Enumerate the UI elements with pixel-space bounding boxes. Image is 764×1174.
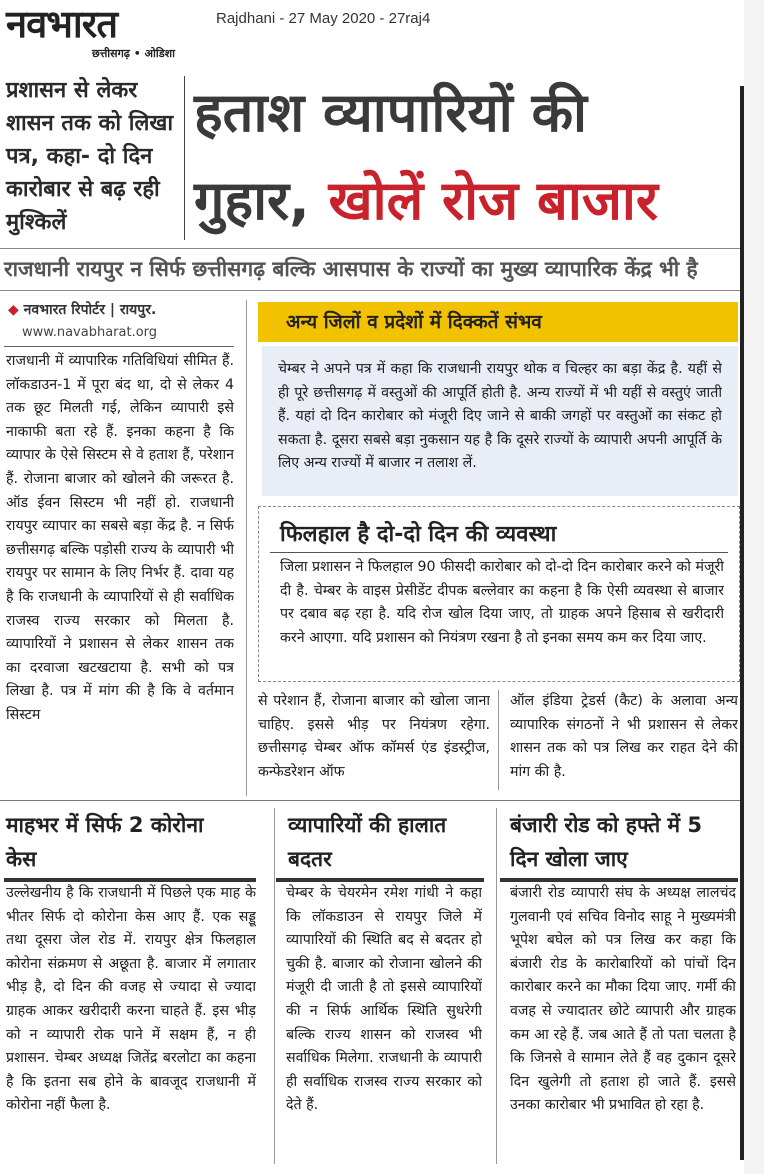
headline-rule	[0, 248, 740, 249]
box2-text: जिला प्रशासन ने फिलहाल 90 फीसदी कारोबार को दो-दो दिन कारोबार करने को मंजूरी दी है. चेम्बर के वाइस प्रेसीडेंट दीपक बल्लेवार का कहना है कि ऐसी व्यवस्था से बाजार पर दबाव बढ़ रहा है. यदि रोज खोल दिया जाए, तो ग्राहक अपने हिसाब से खरीदारी करने आएगा. यदि प्रशासन को नियंत्रण रखना है तो इनका समय कम कर दिया जाए.	[280, 559, 724, 646]
side-headline-divider	[184, 76, 185, 240]
col-divider-4	[496, 808, 497, 1164]
col-divider-2	[498, 690, 499, 790]
column-divider-right	[740, 86, 744, 1160]
headline-line2-dark: गुहार,	[194, 169, 310, 232]
col-divider-1	[246, 300, 247, 796]
main-article-col3: ऑल इंडिया ट्रेडर्स (कैट) के अलावा अन्य व्यापारिक संगठनों ने भी प्रशासन से लेकर शासन तक को पत्र लिख कर राहत देने की मांग की है.	[510, 693, 738, 780]
section1-text: उल्लेखनीय है कि राजधानी में पिछले एक माह के भीतर सिर्फ दो कोरोना केस आए हैं. एक सड्डू तथा दूसरा जेल रोड में. रायपुर क्षेत्र फिलहाल कोरोना संक्रमण से अछूता है. बाजार में लगातार भीड़ है, दो दिन की वजह से ज्यादा से ज्यादा ग्राहक आकर खरीदारी करना चाहते हैं. इस भीड़ को न व्यापारी रोक पाने में सक्षम हैं, न ही प्रशासन. चेम्बर अध्यक्ष जितेंद्र बरलोटा का कहना है कि इतना सब होने के बावजूद राजधानी में कोरोना नहीं फैला है.	[6, 885, 256, 1114]
section-separator	[0, 800, 740, 801]
adjacent-page-strip	[744, 0, 764, 1174]
headline-line1: हताश व्यापारियों की	[194, 81, 588, 144]
section3-text: बंजारी रोड व्यापारी संघ के अध्यक्ष लालचंद गुलवानी एवं सचिव विनोद साहू ने मुख्यमंत्री भूपेश बघेल को पत्र लिख कर कहा कि बंजारी रोड के कारोबारियों को पांचों दिन कारोबार करने का मौका दिया जाए. गर्मी की वजह से ज्यादातर छोटे व्यापारी और ग्राहक कम आ रहे हैं. जब आते हैं तो पता चलता है कि जिनसे वे सामान लेते हैं वह दुकान दूसरे दिन खुलेगी तो हताश हो जाते हैं. इससे उनका कारोबार भी प्रभावित हो रहा है.	[510, 885, 736, 1114]
byline-rule	[4, 346, 234, 347]
logo-subtitle: छत्तीसगढ़ • ओडिशा	[92, 47, 175, 60]
section3-title: बंजारी रोड को हफ्ते में 5 दिन खोला जाए	[510, 813, 703, 871]
byline	[8, 300, 156, 319]
box2-rule	[270, 552, 728, 553]
section2-text: चेम्बर के चेयरमेन रमेश गांधी ने कहा कि लॉकडाउन से रायपुर जिले में व्यापारियों की स्थिति बद से बदतर हो चुकी है. बाजार को रोजाना खोलने की मंजूरी दी जाती है तो इससे व्यापारियों की न सिर्फ आर्थिक स्थिति सुधरेगी बल्कि राज्य शासन को राजस्व भी सर्वाधिक मिलेगा. राजधानी के व्यापारी ही सर्वाधिक राजस्व राज्य सरकार को देते हैं.	[286, 885, 482, 1114]
subheadline-rule	[0, 290, 740, 291]
headline-line2-red: खोलें रोज बाजार	[328, 169, 658, 232]
box1-title: अन्य जिलों व प्रदेशों में दिक्कतें संभव	[286, 311, 542, 333]
subheadline: राजधानी रायपुर न सिर्फ छत्तीसगढ़ बल्कि आसपास के राज्यों का मुख्य व्यापारिक केंद्र भी है	[4, 257, 698, 281]
main-article-col2: से परेशान हैं, रोजाना बाजार को खोला जाना चाहिए. इससे भीड़ पर नियंत्रण रहेगा. छत्तीसगढ़ चेम्बर ऑफ कॉमर्स एंड इंडस्ट्रीज, कन्फेडरेशन ऑफ	[258, 693, 490, 780]
box1-text: चेम्बर ने अपने पत्र में कहा कि राजधानी रायपुर थोक व चिल्हर का बड़ा केंद्र है. यहीं से ही पूरे छत्तीसगढ़ में वस्तुओं की आपूर्ति होती है. अन्य राज्यों में भी यहीं से वस्तुएं जाती हैं. यहां दो दिन कारोबार को मंजूरी दिए जाने से बाकी जगहों पर वस्तुओं का संकट हो सकता है. दूसरा सबसे बड़ा नुकसान यह है कि दूसरे राज्यों के व्यापारी अपनी आपूर्ति के लिए अन्य राज्यों में बाजार न तलाश लें.	[278, 361, 722, 472]
section1-title: माहभर में सिर्फ 2 कोरोना केस	[6, 813, 204, 871]
byline-author: नवभारत रिपोर्टर | रायपुर.	[23, 302, 157, 318]
headline-line2	[194, 166, 658, 236]
col-divider-3	[274, 808, 275, 1164]
box2-title: फिलहाल है दो-दो दिन की व्यवस्था	[280, 522, 557, 547]
bullet-icon: ◆	[8, 302, 24, 318]
main-article-col1: राजधानी में व्यापारिक गतिविधियां सीमित हैं. लॉकडाउन-1 में पूरा बंद था, दो से लेकर 4 तक छूट मिलती गई, लेकिन व्यापारी इसे नाकाफी बता रहे हैं. इनका कहना है कि व्यापार के ऐसे सिस्टम से वे हताश हैं, परेशान हैं. रोजाना बाजार को खोलने की जरूरत है. ऑड ईवन सिस्टम भी नहीं हो. राजधानी रायपुर व्यापार का सबसे बड़ा केंद्र है. न सिर्फ छत्तीसगढ़ बल्कि पड़ोसी राज्य के व्यापारी भी रायपुर पर सामान के लिए निर्भर हैं. दावा यह है कि राजधानी के व्यापारियों से ही सर्वाधिक राजस्व राज्य सरकार को मिलता है. व्यापारियों ने प्रशासन से लेकर शासन तक का दरवाजा खटखटाया है. सभी को पत्र लिखा है. पत्र में मांग की है कि वे वर्तमान सिस्टम	[6, 353, 234, 723]
side-headline: प्रशासन से लेकर शासन तक को लिखा पत्र, कहा- दो दिन कारोबार से बढ़ रही मुश्किलें	[6, 78, 174, 235]
edition-info: Rajdhani - 27 May 2020 - 27raj4	[216, 10, 431, 27]
section2-title: व्यापारियों की हालात बदतर	[288, 813, 447, 871]
newspaper-logo: नवभारत	[6, 2, 117, 46]
website-link[interactable]: www.navabharat.org	[22, 325, 158, 340]
